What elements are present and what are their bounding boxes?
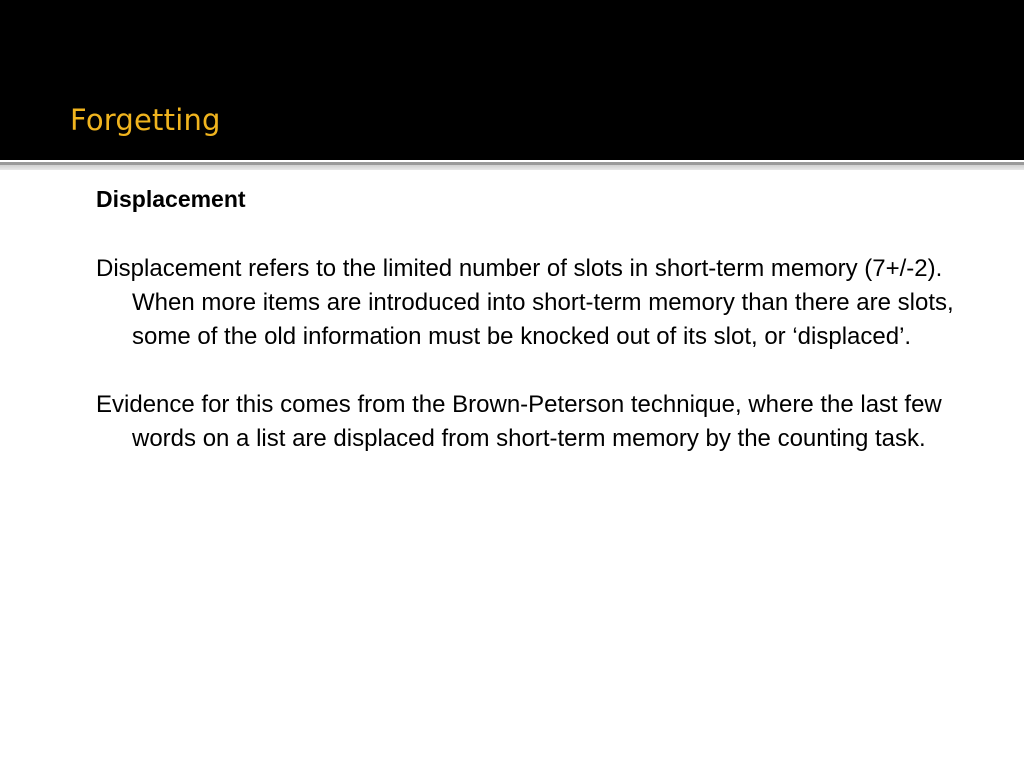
- title-divider: [0, 160, 1024, 170]
- slide-title: Forgetting: [70, 103, 221, 137]
- slide-body: [96, 180, 966, 456]
- section-heading: Displacement: [96, 186, 246, 212]
- title-bar: [0, 0, 1024, 160]
- paragraph-evidence: Evidence for this comes from the Brown-Peterson technique, where the last few words on a list are displaced from short-term memory by the counting task.: [96, 391, 942, 452]
- paragraph-displacement-definition: Displacement refers to the limited number of slots in short-term memory (7+/-2). When more items are introduced into short-term memory than there are slots, some of the old information must be knocked out of its slot, or ‘displaced’.: [96, 255, 954, 350]
